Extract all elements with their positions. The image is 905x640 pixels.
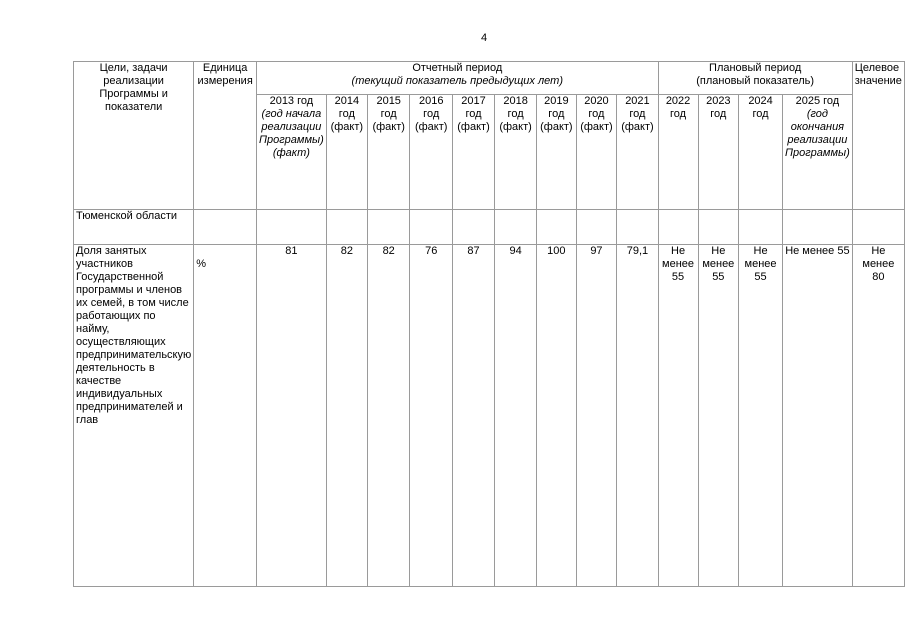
year-label: 2019 год [544, 95, 569, 120]
header-row [74, 62, 905, 95]
year-header-10 [698, 95, 738, 210]
year-note: (год начала реализации Программы) (факт) [259, 108, 324, 159]
year-header-5 [495, 95, 537, 210]
value-cell [452, 210, 494, 245]
year-note: (факт) [330, 121, 364, 133]
year-note: (факт) [621, 121, 654, 133]
value-cell: Не менее 55 [739, 245, 783, 587]
year-note: (факт) [499, 121, 532, 133]
reporting-period-subtitle: (текущий показатель предыдущих лет) [351, 75, 564, 87]
year-note: (факт) [372, 121, 405, 133]
value-cell: 79,1 [617, 245, 658, 587]
value-cell [257, 210, 327, 245]
year-label: 2025 год [795, 95, 840, 107]
year-label: 2023 год [706, 95, 731, 120]
indicators-table [73, 61, 905, 587]
year-label: 2018 год [503, 95, 528, 120]
page-number: 4 [480, 32, 488, 44]
value-cell: 76 [410, 245, 453, 587]
year-note: (факт) [457, 121, 490, 133]
value-cell [739, 210, 783, 245]
year-label: 2014 год [334, 95, 360, 120]
row-label: Доля занятых участников Государственной программы и членов их семей, в том числе работающих по найму, осуществляющих предпринимательскую деятельность в качестве индивидуальных предпринимателей и глав [74, 245, 194, 587]
year-header-4 [452, 95, 494, 210]
unit-spacer [196, 245, 254, 258]
value-cell: Не менее 55 [698, 245, 738, 587]
year-note: (факт) [580, 121, 613, 133]
row-unit [194, 210, 257, 245]
year-label: 2017 год [461, 95, 486, 120]
table-row [74, 245, 905, 587]
year-header-9 [658, 95, 698, 210]
year-header-6 [537, 95, 576, 210]
value-cell: 82 [326, 245, 367, 587]
year-label: 2016 год [418, 95, 444, 120]
planned-period-subtitle: (плановый показатель) [696, 75, 815, 87]
year-header-12 [783, 95, 853, 210]
year-label: 2022 год [665, 95, 691, 120]
row-unit [194, 245, 257, 587]
year-header-8 [617, 95, 658, 210]
value-cell: 97 [576, 245, 617, 587]
value-cell [783, 210, 853, 245]
target-cell: Не менее 80 [852, 245, 904, 587]
year-header-3 [410, 95, 453, 210]
reporting-period-header [257, 62, 659, 95]
year-note: (год окончания реализации Программы) [785, 108, 850, 159]
value-cell: 94 [495, 245, 537, 587]
value-cell: 100 [537, 245, 576, 587]
value-cell [658, 210, 698, 245]
year-header-11 [739, 95, 783, 210]
year-label: 2015 год [376, 95, 401, 120]
goals-header: Цели, задачи реализации Программы и показатели [74, 62, 194, 210]
value-cell [326, 210, 367, 245]
year-label: 2013 год [269, 95, 314, 107]
unit-value: % [196, 258, 207, 270]
value-cell [537, 210, 576, 245]
year-label: 2020 год [584, 95, 609, 120]
value-cell [698, 210, 738, 245]
value-cell: 87 [452, 245, 494, 587]
value-cell: 81 [257, 245, 327, 587]
value-cell [367, 210, 410, 245]
value-cell [617, 210, 658, 245]
table-row [74, 210, 905, 245]
target-value-header: Целевое значение [852, 62, 904, 210]
target-cell [852, 210, 904, 245]
value-cell: 82 [367, 245, 410, 587]
year-header-0 [257, 95, 327, 210]
year-label: 2021 год [625, 95, 650, 120]
value-cell: Не менее 55 [658, 245, 698, 587]
year-header-2 [367, 95, 410, 210]
value-cell [410, 210, 453, 245]
unit-header: Единица измерения [194, 62, 257, 210]
year-header-1 [326, 95, 367, 210]
year-header-7 [576, 95, 617, 210]
value-cell [495, 210, 537, 245]
planned-period-title: Плановый период [709, 62, 802, 74]
year-note: (факт) [414, 121, 448, 133]
year-note: (факт) [540, 121, 573, 133]
year-label: 2024 год [748, 95, 773, 120]
planned-period-header [658, 62, 852, 95]
value-cell [576, 210, 617, 245]
row-label: Тюменской области [74, 210, 194, 245]
value-cell: Не менее 55 [783, 245, 853, 587]
reporting-period-title: Отчетный период [412, 62, 503, 74]
